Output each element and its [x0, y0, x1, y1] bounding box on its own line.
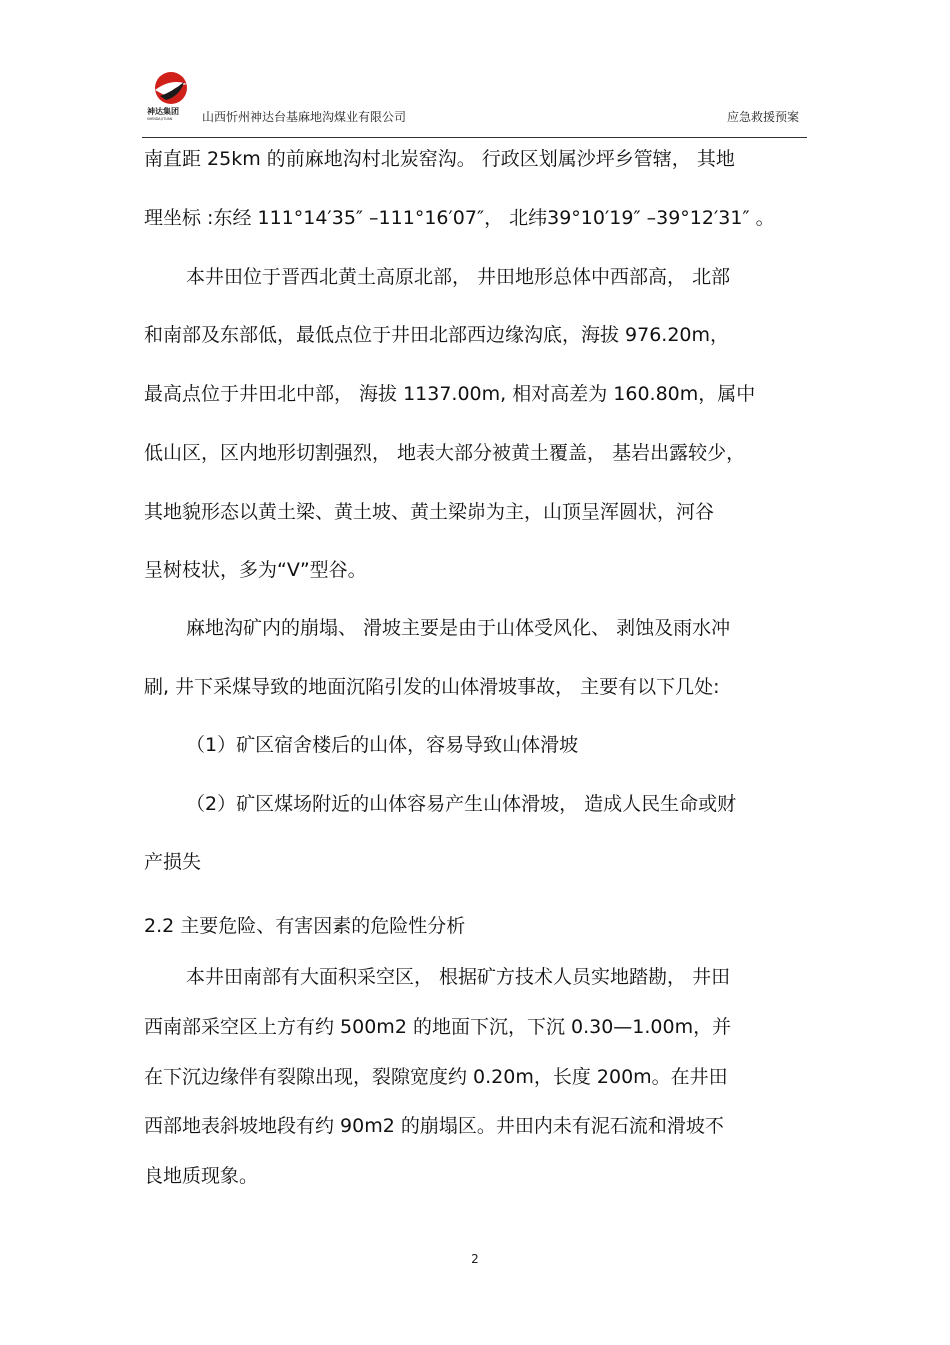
body-line: 南直距 25km 的前麻地沟村北炭窑沟。 行政区划属沙坪乡管辖， 其地 [144, 148, 735, 170]
body-line: 呈树枝状，多为“V”型谷。 [144, 559, 367, 581]
list-item: （1）矿区宿舍楼后的山体，容易导致山体滑坡 [186, 734, 579, 756]
body-line: 最高点位于井田北中部， 海拔 1137.00m, 相对高差为 160.80m，属中 [144, 383, 756, 405]
company-name: 山西忻州神达台基麻地沟煤业有限公司 [202, 110, 407, 124]
body-line: 理坐标 :东经 111°14′35″ –111°16′07″， 北纬39°10′19″ –39°12′31″ 。 [144, 207, 775, 229]
header-divider [142, 137, 807, 138]
list-item: （2）矿区煤场附近的山体容易产生山体滑坡， 造成人民生命或财 [186, 793, 737, 815]
body-line: 其地貌形态以黄土梁、黄土坡、黄土梁峁为主，山顶呈浑圆状，河谷 [144, 501, 715, 523]
body-line: 和南部及东部低，最低点位于井田北部西边缘沟底，海拔 976.20m， [144, 324, 730, 346]
svg-text:神达集团: 神达集团 [147, 107, 179, 116]
body-line: 在下沉边缘伴有裂隙出现，裂隙宽度约 0.20m，长度 200m。在井田 [144, 1066, 728, 1088]
document-type: 应急救援预案 [726, 110, 799, 124]
section-heading: 2.2 主要危险、有害因素的危险性分析 [144, 915, 466, 937]
body-line: 本井田南部有大面积采空区， 根据矿方技术人员实地踏勘， 井田 [186, 966, 731, 988]
body-line: 西部地表斜坡地段有约 90m2 的崩塌区。井田内未有泥石流和滑坡不 [144, 1115, 724, 1137]
body-line: 西南部采空区上方有约 500m2 的地面下沉，下沉 0.30—1.00m，并 [144, 1016, 732, 1038]
body-line: 产损失 [144, 851, 202, 873]
body-line: 良地质现象。 [144, 1165, 259, 1187]
body-line: 低山区，区内地形切割强烈， 地表大部分被黄土覆盖， 基岩出露较少， [144, 442, 746, 464]
body-line: 麻地沟矿内的崩塌、 滑坡主要是由于山体受风化、 剥蚀及雨水冲 [186, 617, 731, 639]
page-header [142, 70, 807, 138]
body-line: 刷, 井下采煤导致的地面沉陷引发的山体滑坡事故， 主要有以下几处: [144, 676, 720, 698]
svg-text:SHENDA JITUAN: SHENDA JITUAN [147, 117, 173, 121]
page-number: 2 [471, 1252, 479, 1266]
company-logo [142, 70, 200, 122]
body-line: 本井田位于晋西北黄土高原北部， 井田地形总体中西部高， 北部 [186, 266, 731, 288]
